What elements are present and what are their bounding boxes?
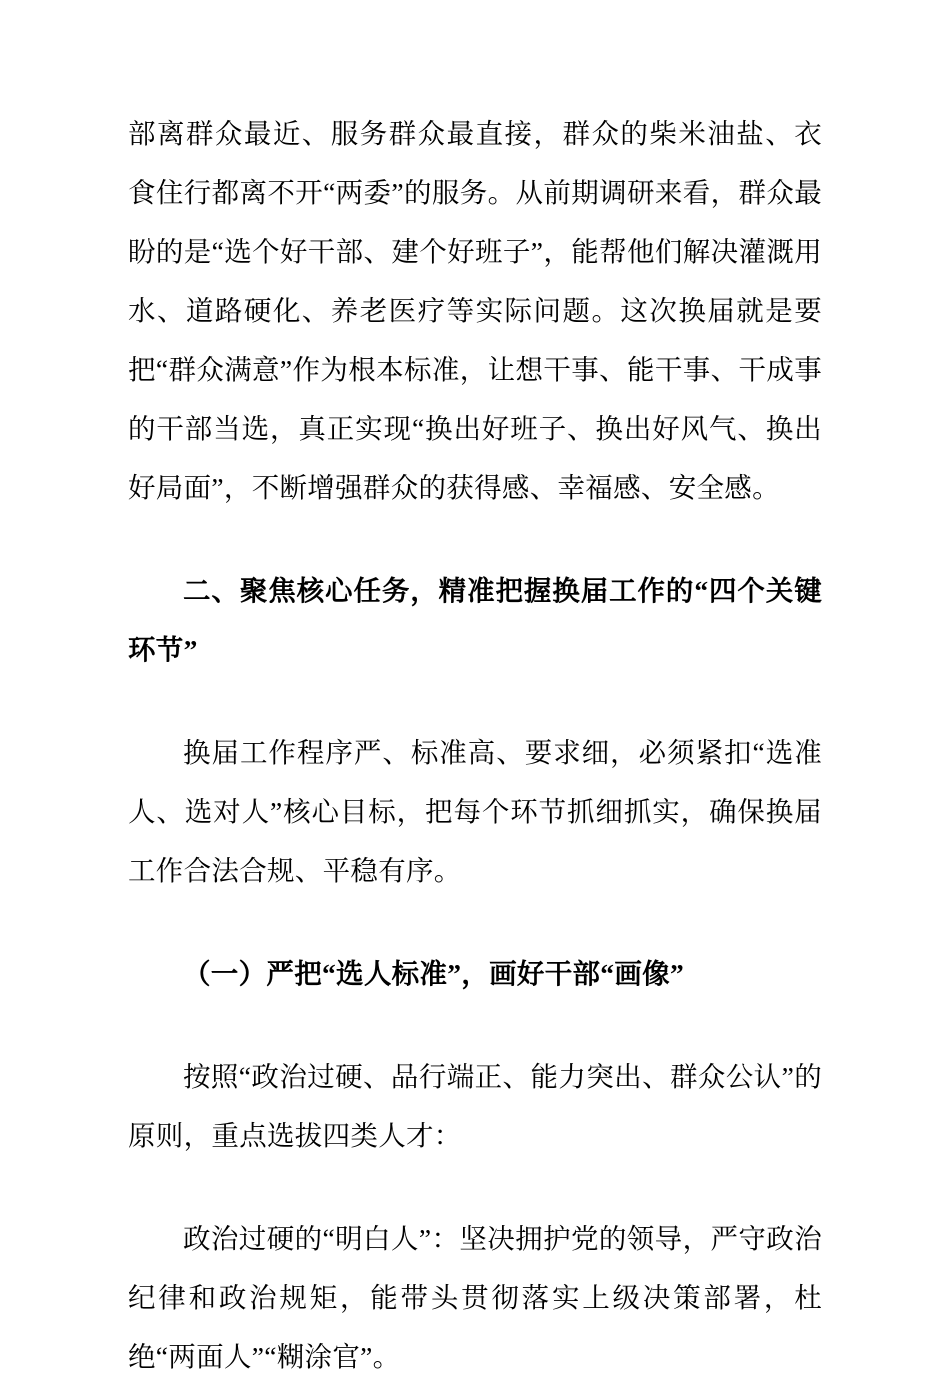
paragraph-spacer (128, 1003, 822, 1047)
paragraph-talent-type-one: 政治过硬的“明白人”：坚决拥护党的领导，严守政治纪律和政治规矩，能带头贯彻落实上级决策部署，杜绝“两面人”“糊涂官”。 (128, 1223, 822, 1372)
paragraph-spacer (128, 900, 822, 944)
paragraph-selection-principle: 按照“政治过硬、品行端正、能力突出、群众公认”的原则，重点选拔四类人才： (128, 1061, 822, 1151)
section-heading-two: 二、聚焦核心任务，精准把握换届工作的“四个关键环节” (128, 575, 822, 665)
subsection-heading-one: （一）严把“选人标准”，画好干部“画像” (183, 958, 684, 989)
paragraph-spacer (128, 1165, 822, 1209)
paragraph-section-intro: 换届工作程序严、标准高、要求细，必须紧扣“选准人、选对人”核心目标，把每个环节抓细抓实，确保换届工作合法合规、平稳有序。 (128, 737, 822, 886)
paragraph-spacer (128, 679, 822, 723)
paragraph-spacer (128, 517, 822, 561)
paragraph-continued: 部离群众最近、服务群众最直接，群众的柴米油盐、衣食住行都离不开“两委”的服务。从前期调研来看，群众最盼的是“选个好干部、建个好班子”，能帮他们解决灌溉用水、道路硬化、养老医疗等实际问题。这次换届就是要把“群众满意”作为根本标准，让想干事、能干事、干成事的干部当选，真正实现“换出好班子、换出好风气、换出好局面”，不断增强群众的获得感、幸福感、安全感。 (128, 118, 822, 503)
document-body (128, 104, 822, 1386)
